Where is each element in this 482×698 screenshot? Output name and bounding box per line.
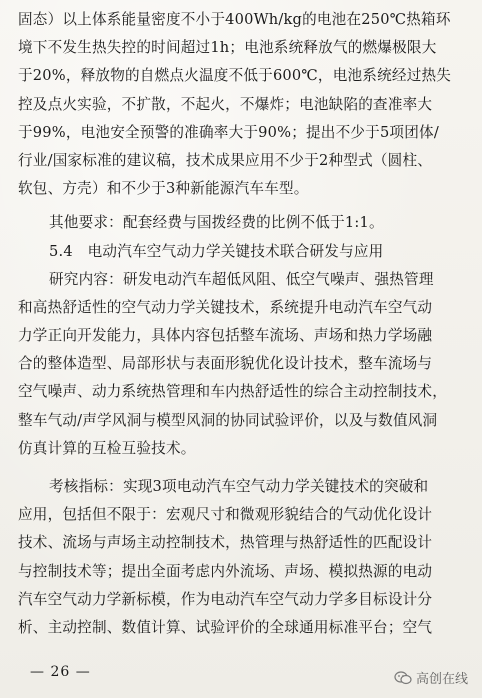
research-line: 仿真计算的互检互验技术。 xyxy=(18,439,196,457)
wechat-icon xyxy=(394,671,412,685)
text-line: 于20%，释放物的自燃点火温度不低于600℃，电池系统经过热失 xyxy=(18,67,452,85)
text-line: 境下不发生热失控的时间超过1h；电池系统释放气的燃爆极限大 xyxy=(18,39,437,57)
watermark xyxy=(394,668,468,687)
other-requirements: 其他要求：配套经费与国拨经费的比例不低于1:1。 xyxy=(49,214,384,232)
research-line: 力学正向开发能力，具体内容包括整车流场、声场和热力学场融 xyxy=(18,327,433,345)
research-line: 和高热舒适性的空气动力学关键技术，系统提升电动汽车空气动 xyxy=(18,298,433,316)
research-line: 空气噪声、动力系统热管理和车内热舒适性的综合主动控制技术， xyxy=(18,383,448,401)
text-line: 行业/国家标准的建议稿，技术成果应用不少于2种型式（圆柱、 xyxy=(18,151,433,169)
section-heading: 5.4 电动汽车空气动力学关键技术联合研发与应用 xyxy=(49,242,384,260)
watermark-text: 高创在线 xyxy=(415,672,468,687)
assessment-line: 考核指标：实现3项电动汽车空气动力学关键技术的突破和 xyxy=(49,478,429,495)
page-number: — 26 — xyxy=(30,664,91,680)
document-body xyxy=(18,6,468,642)
assessment-line: 析、主动控制、数值计算、试验评价的全球通用标准平台；空气 xyxy=(18,618,433,636)
research-line: 整车气动/声学风洞与模型风洞的协同试验评价，以及与数值风洞 xyxy=(18,411,438,429)
assessment-line: 技术、流场与声场主动控制技术，热管理与热舒适性的匹配设计 xyxy=(18,534,433,552)
text-line: 软包、方壳）和不少于3种新能源汽车车型。 xyxy=(18,180,309,198)
research-line: 合的整体造型、局部形状与表面形貌优化设计技术，整车流场与 xyxy=(18,355,433,373)
text-line: 于99%，电池安全预警的准确率大于90%；提出不少于5项团体/ xyxy=(18,123,439,141)
text-line: 控及点火实验，不扩散，不起火，不爆炸；电池缺陷的查准率大 xyxy=(18,95,433,113)
assessment-line: 汽车空气动力学新标模，作为电动汽车空气动力学多目标设计分 xyxy=(18,590,433,608)
assessment-line: 应用，包括但不限于：宏观尺寸和微观形貌结合的气动优化设计 xyxy=(18,506,433,524)
assessment-line: 与控制技术等；提出全面考虑内外流场、声场、模拟热源的电动 xyxy=(18,562,433,580)
research-line: 研究内容：研发电动汽车超低风阻、低空气噪声、强热管理 xyxy=(49,270,434,288)
text-line: 固态）以上体系能量密度不小于400Wh/kg的电池在250℃热箱环 xyxy=(18,11,451,28)
